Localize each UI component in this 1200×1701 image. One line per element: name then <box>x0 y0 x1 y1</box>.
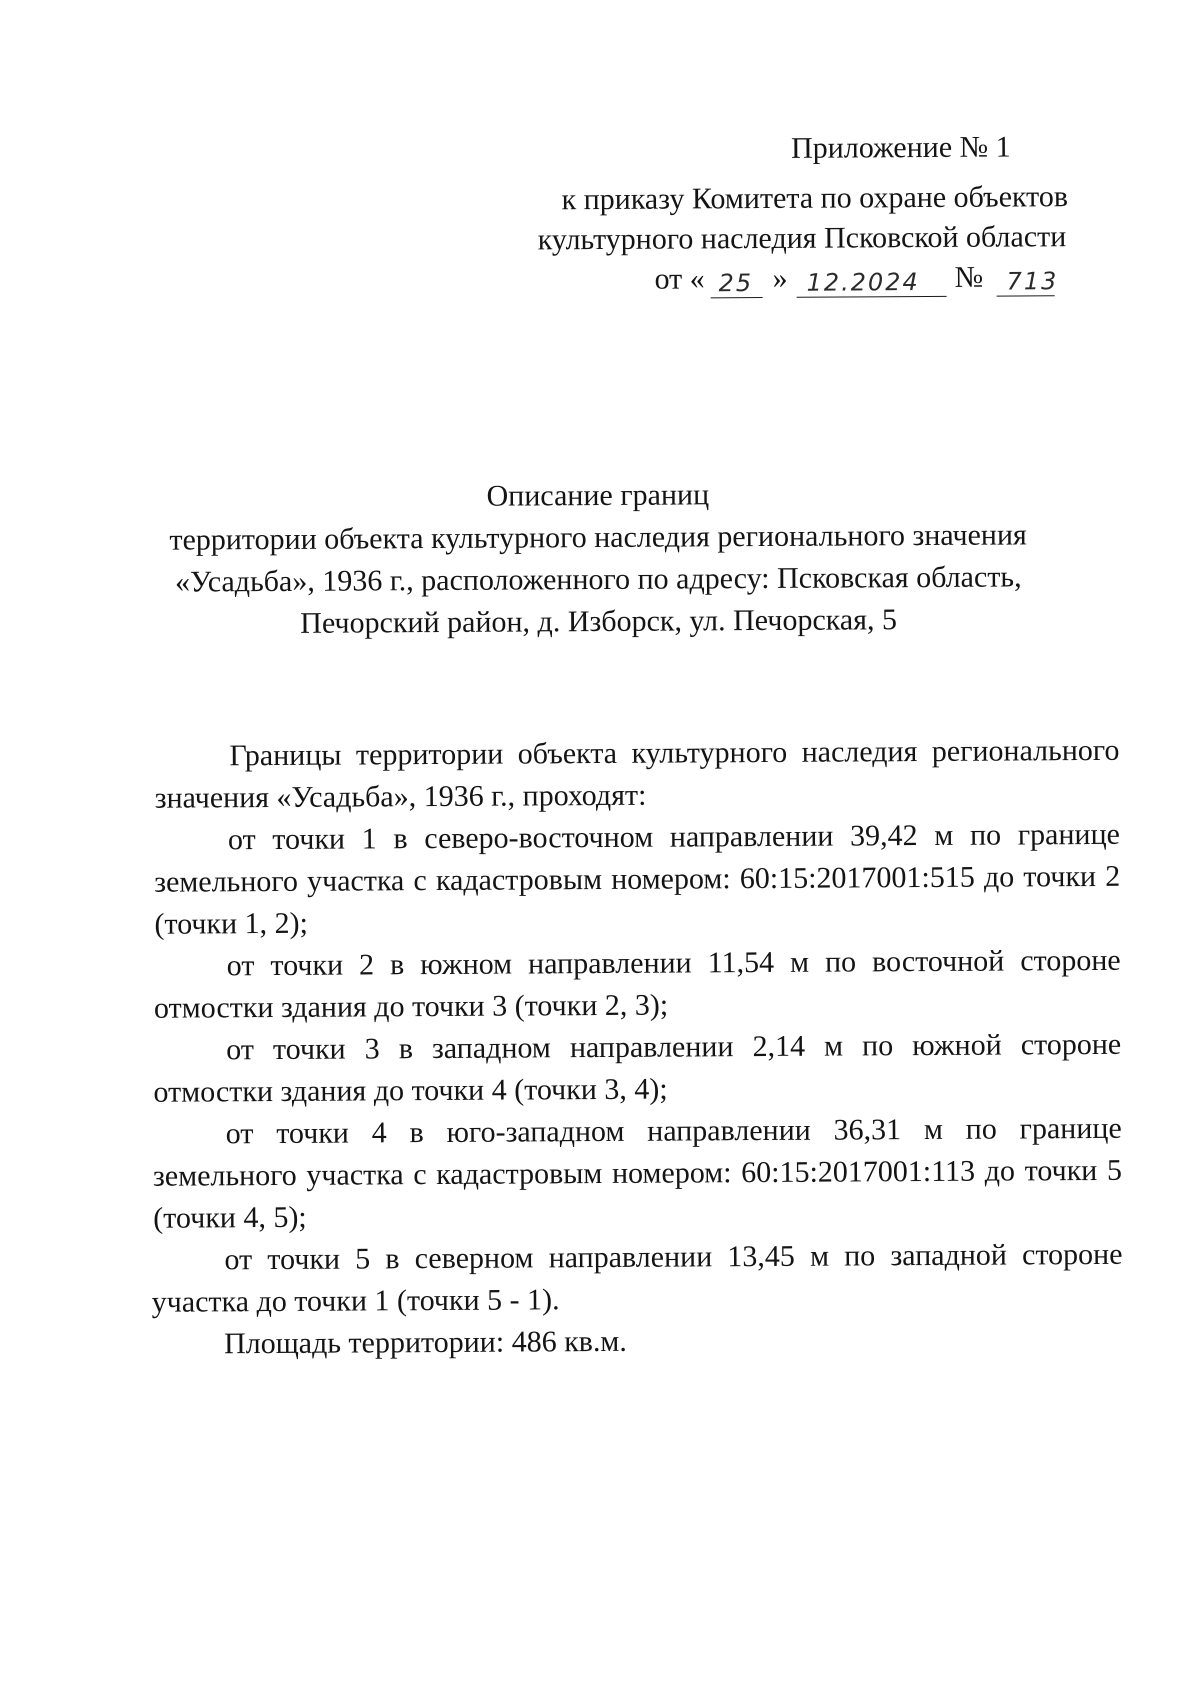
territory-area: Площадь территории: 486 кв.м. <box>224 1324 627 1362</box>
title-object-description: территории объекта культурного наследия регионального значения <box>0 516 1198 559</box>
date-day-handwritten: 25 <box>718 265 753 301</box>
number-value-handwritten: 713 <box>1006 263 1058 299</box>
date-day-underline <box>711 297 763 298</box>
body-intro-line-1: Границы территории объекта культурного наследия регионального <box>229 733 1119 774</box>
boundary-segment-1-line-2: земельного участка с кадастровым номером: 60:15:2017001:515 до точки 2 <box>154 859 1120 901</box>
boundary-segment-4-line-2: земельного участка с кадастровым номером: 60:15:2017001:113 до точки 5 <box>153 1153 1122 1195</box>
date-quote-close: » <box>772 261 787 297</box>
title-object-name: «Усадьба», 1936 г., расположенного по адресу: Псковская область, <box>0 558 1198 601</box>
boundary-segment-3-line-2: отмостки здания до точки 4 (точки 3, 4); <box>153 1072 667 1111</box>
boundary-segment-5-line-1: от точки 5 в северном направлении 13,45 м по западной стороне <box>224 1237 1122 1278</box>
body-intro-line-2: значения «Усадьба», 1936 г., проходят: <box>155 778 647 817</box>
title-object-address: Печорский район, д. Изборск, ул. Печорская, 5 <box>0 600 1199 643</box>
boundary-segment-5-line-2: участка до точки 1 (точки 5 - 1). <box>152 1282 560 1320</box>
title-heading: Описание границ <box>0 474 1198 517</box>
date-prefix: от « <box>654 261 704 297</box>
boundary-segment-4-line-3: (точки 4, 5); <box>153 1200 307 1237</box>
annex-committee-name: культурного наследия Псковской области <box>538 219 1067 258</box>
boundary-segment-2-line-1: от точки 2 в южном направлении 11,54 м по восточной стороне <box>227 943 1121 984</box>
boundary-segment-1-line-3: (точки 1, 2); <box>154 906 308 943</box>
boundary-segment-2-line-2: отмостки здания до точки 3 (точки 2, 3); <box>154 988 668 1027</box>
boundary-segment-4-line-1: от точки 4 в юго-западном направлении 36,31 м по границе <box>226 1111 1122 1152</box>
boundary-segment-3-line-1: от точки 3 в западном направлении 2,14 м по южной стороне <box>226 1027 1121 1068</box>
annex-order-reference: к приказу Комитета по охране объектов <box>561 179 1068 218</box>
annex-number: Приложение № 1 <box>791 129 1011 166</box>
date-month-year-handwritten: 12.2024 <box>806 264 919 301</box>
number-sign: № <box>954 260 983 296</box>
boundary-segment-1-line-1: от точки 1 в северо-восточном направлении 39,42 м по границе <box>228 817 1120 858</box>
